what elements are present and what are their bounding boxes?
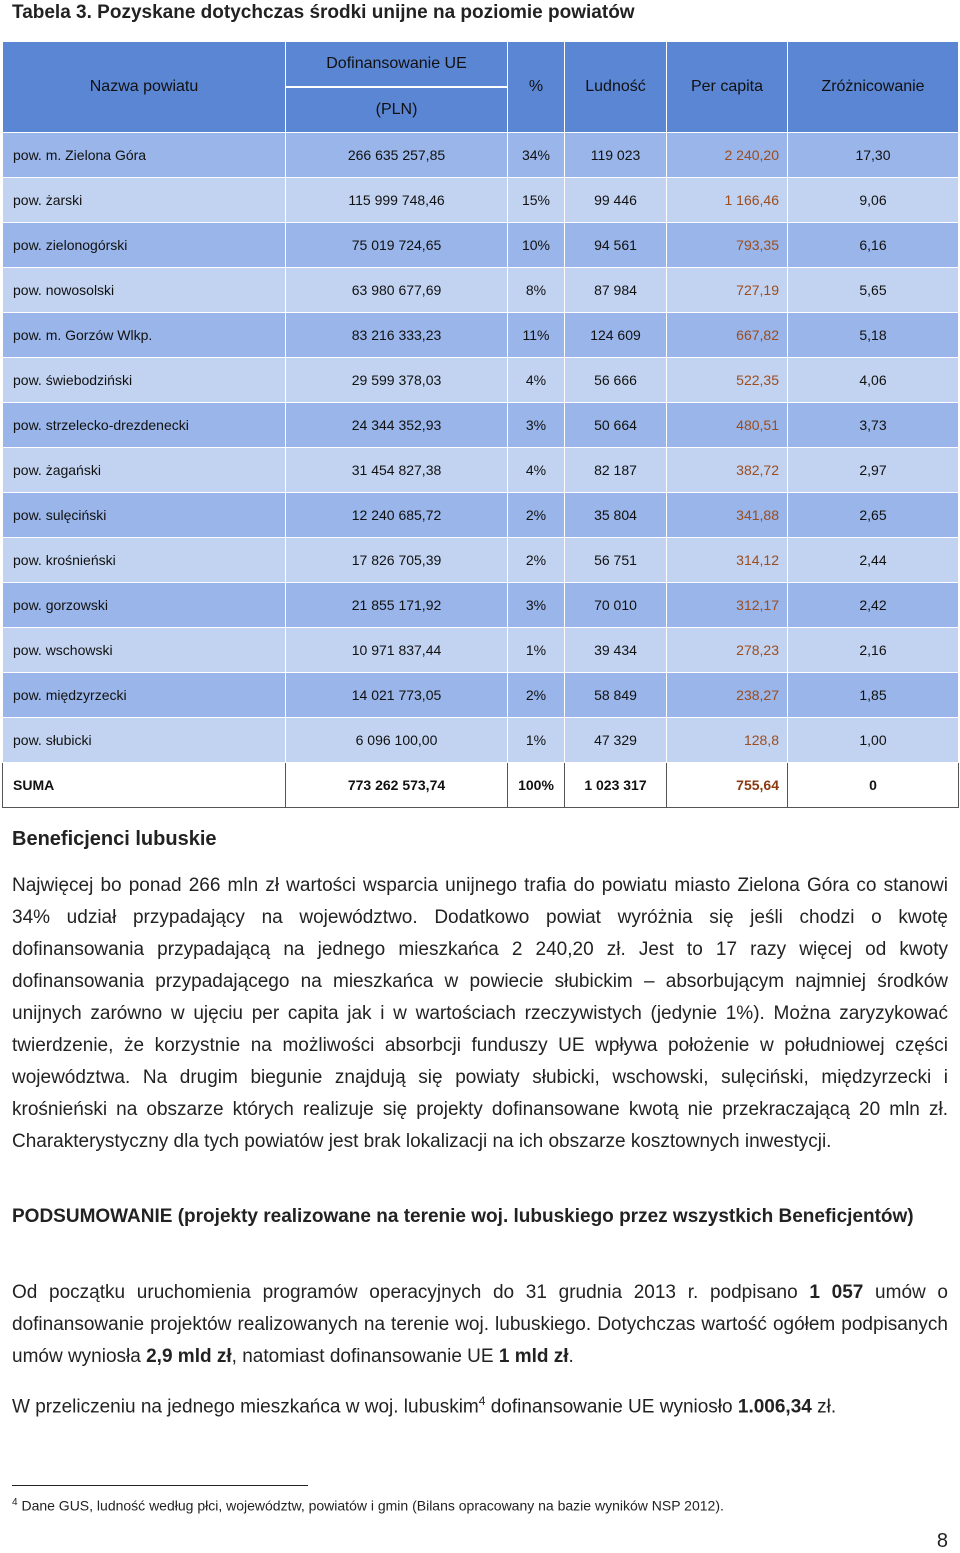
cell-name: pow. sulęciński [3,493,286,538]
cell-differentiation: 1,85 [788,673,959,718]
header-cofinancing-top: Dofinansowanie UE [286,42,507,88]
cell-cofinancing: 63 980 677,69 [286,268,508,313]
cell-per-capita: 314,12 [667,538,788,583]
sum-cofinancing: 773 262 573,74 [286,763,508,808]
cell-name: pow. słubicki [3,718,286,763]
cell-percent: 15% [508,178,565,223]
cell-per-capita: 667,82 [667,313,788,358]
cell-population: 47 329 [565,718,667,763]
cell-population: 87 984 [565,268,667,313]
table-row [3,583,959,628]
table-row [3,493,959,538]
table-body [3,133,959,808]
cell-percent: 2% [508,538,565,583]
header-population: Ludność [565,42,667,133]
p3-bold-eu: 1 mld zł [498,1346,569,1367]
p3-bold-total: 2,9 mld zł [146,1346,232,1367]
table-row [3,268,959,313]
header-percent: % [508,42,565,133]
footnote-number: 4 [12,1497,18,1508]
table-row [3,223,959,268]
cell-cofinancing: 24 344 352,93 [286,403,508,448]
table-row [3,133,959,178]
cell-population: 58 849 [565,673,667,718]
header-per-capita: Per capita [667,42,788,133]
p4-bold-value: 1.006,34 [737,1396,812,1418]
p3-bold-contracts: 1 057 [809,1282,864,1303]
table-row [3,673,959,718]
cell-cofinancing: 14 021 773,05 [286,673,508,718]
cell-per-capita: 727,19 [667,268,788,313]
footnote-divider [12,1485,308,1486]
table-row [3,178,959,223]
cell-name: pow. m. Gorzów Wlkp. [3,313,286,358]
table-row [3,403,959,448]
table-row [3,628,959,673]
cell-per-capita: 382,72 [667,448,788,493]
cell-population: 99 446 [565,178,667,223]
cell-differentiation: 6,16 [788,223,959,268]
funding-table [2,41,959,808]
cell-cofinancing: 21 855 171,92 [286,583,508,628]
footnote-ref[interactable]: 4 [478,1394,486,1408]
cell-per-capita: 128,8 [667,718,788,763]
cell-cofinancing: 75 019 724,65 [286,223,508,268]
cell-population: 56 666 [565,358,667,403]
cell-per-capita: 2 240,20 [667,133,788,178]
p3-text-3: , natomiast dofinansowanie UE [231,1346,499,1367]
cell-differentiation: 2,42 [788,583,959,628]
cell-cofinancing: 10 971 837,44 [286,628,508,673]
cell-name: pow. krośnieński [3,538,286,583]
sum-differentiation: 0 [788,763,959,808]
cell-population: 124 609 [565,313,667,358]
table-header-row [3,42,959,133]
cell-cofinancing: 6 096 100,00 [286,718,508,763]
header-differentiation: Zróżnicowanie [788,42,959,133]
cell-differentiation: 2,65 [788,493,959,538]
cell-name: pow. m. Zielona Góra [3,133,286,178]
table-sum-row [3,763,959,808]
cell-percent: 11% [508,313,565,358]
footnote [12,1497,724,1514]
section-heading: Beneficjenci lubuskie [12,828,217,850]
table-row [3,313,959,358]
sum-percent: 100% [508,763,565,808]
cell-name: pow. nowosolski [3,268,286,313]
cell-cofinancing: 115 999 748,46 [286,178,508,223]
cell-differentiation: 2,16 [788,628,959,673]
cell-population: 39 434 [565,628,667,673]
cell-percent: 1% [508,718,565,763]
sum-label: SUMA [3,763,286,808]
cell-cofinancing: 29 599 378,03 [286,358,508,403]
cell-population: 82 187 [565,448,667,493]
cell-percent: 3% [508,583,565,628]
header-name: Nazwa powiatu [3,42,286,133]
cell-differentiation: 5,18 [788,313,959,358]
p4-text-2: dofinansowanie UE wyniosło [485,1396,738,1418]
cell-name: pow. żagański [3,448,286,493]
cell-name: pow. strzelecko-drezdenecki [3,403,286,448]
table-row [3,718,959,763]
p3-text-4: . [568,1346,574,1367]
cell-differentiation: 17,30 [788,133,959,178]
cell-differentiation: 3,73 [788,403,959,448]
table-row [3,358,959,403]
cell-per-capita: 341,88 [667,493,788,538]
cell-name: pow. międzyrzecki [3,673,286,718]
paragraph-summary [12,1277,948,1373]
cell-population: 50 664 [565,403,667,448]
cell-name: pow. świebodziński [3,358,286,403]
paragraph-per-capita [12,1385,948,1423]
paragraph-beneficiaries: Najwięcej bo ponad 266 mln zł wartości wsparcia unijnego trafia do powiatu miasto Zielona Góra co stanowi 34% udział przypadający na województwo. Dodatkowo powiat wyróżnia się jeśli chodzi o kwotę dofinansowania przypadającą na jednego mieszkańca 2 240,20 zł. Jest to 17 razy więcej od kwoty dofinansowania przypadającego na mieszkańca w powiecie słubickim – absorbującym najmniej środków unijnych zarówno w ujęciu per capita jak i w wartościach rzeczywistych (jedynie 1%). Można zaryzykować twierdzenie, że korzystnie na możliwości absorbcji funduszy UE wpływa położenie w południowej części województwa. Na drugim biegunie znajdują się powiaty słubicki, wschowski, sulęciński, międzyrzecki i krośnieński na obszarze których realizuje się projekty dofinansowane kwotą nie przekraczającą 20 mln zł. Charakterystyczny dla tych powiatów jest brak lokalizacji na ich obszarze kosztownych inwestycji. [12,875,948,1152]
p4-text-3: zł. [811,1396,837,1418]
cell-differentiation: 4,06 [788,358,959,403]
cell-cofinancing: 266 635 257,85 [286,133,508,178]
cell-population: 35 804 [565,493,667,538]
cell-differentiation: 2,44 [788,538,959,583]
cell-population: 56 751 [565,538,667,583]
cell-cofinancing: 17 826 705,39 [286,538,508,583]
cell-per-capita: 793,35 [667,223,788,268]
cell-per-capita: 278,23 [667,628,788,673]
cell-percent: 10% [508,223,565,268]
cell-differentiation: 1,00 [788,718,959,763]
summary-heading: PODSUMOWANIE (projekty realizowane na terenie woj. lubuskiego przez wszystkich Beneficjentów) [12,1206,914,1227]
header-cofinancing-unit: (PLN) [375,101,418,118]
cell-percent: 2% [508,493,565,538]
cell-population: 119 023 [565,133,667,178]
cell-percent: 4% [508,358,565,403]
page-number: 8 [936,1530,948,1552]
cell-percent: 1% [508,628,565,673]
cell-differentiation: 9,06 [788,178,959,223]
cell-name: pow. żarski [3,178,286,223]
sum-per-capita: 755,64 [667,763,788,808]
cell-percent: 3% [508,403,565,448]
cell-percent: 34% [508,133,565,178]
cell-differentiation: 5,65 [788,268,959,313]
cell-population: 70 010 [565,583,667,628]
footnote-text: Dane GUS, ludność według płci, województw, powiatów i gmin (Bilans opracowany na bazie wyników NSP 2012). [17,1497,724,1514]
p3-text-2: umów o dofinansowanie projektów realizowanych na terenie woj. lubuskiego. Dotychczas wartość ogółem podpisanych umów wyniosła [12,1282,949,1367]
cell-population: 94 561 [565,223,667,268]
cell-per-capita: 312,17 [667,583,788,628]
cell-cofinancing: 31 454 827,38 [286,448,508,493]
table-row [3,538,959,583]
sum-population: 1 023 317 [565,763,667,808]
cell-per-capita: 480,51 [667,403,788,448]
header-cofinancing [286,42,508,133]
cell-percent: 2% [508,673,565,718]
cell-cofinancing: 83 216 333,23 [286,313,508,358]
cell-percent: 4% [508,448,565,493]
cell-differentiation: 2,97 [788,448,959,493]
cell-name: pow. wschowski [3,628,286,673]
p3-text-1: Od początku uruchomienia programów operacyjnych do 31 grudnia 2013 r. podpisano [12,1282,810,1303]
table-caption: Tabela 3. Pozyskane dotychczas środki unijne na poziomie powiatów [12,2,635,23]
cell-name: pow. zielonogórski [3,223,286,268]
cell-name: pow. gorzowski [3,583,286,628]
table-row [3,448,959,493]
cell-per-capita: 522,35 [667,358,788,403]
cell-percent: 8% [508,268,565,313]
cell-cofinancing: 12 240 685,72 [286,493,508,538]
cell-per-capita: 1 166,46 [667,178,788,223]
p4-text-1: W przeliczeniu na jednego mieszkańca w woj. lubuskim [12,1396,479,1418]
cell-per-capita: 238,27 [667,673,788,718]
